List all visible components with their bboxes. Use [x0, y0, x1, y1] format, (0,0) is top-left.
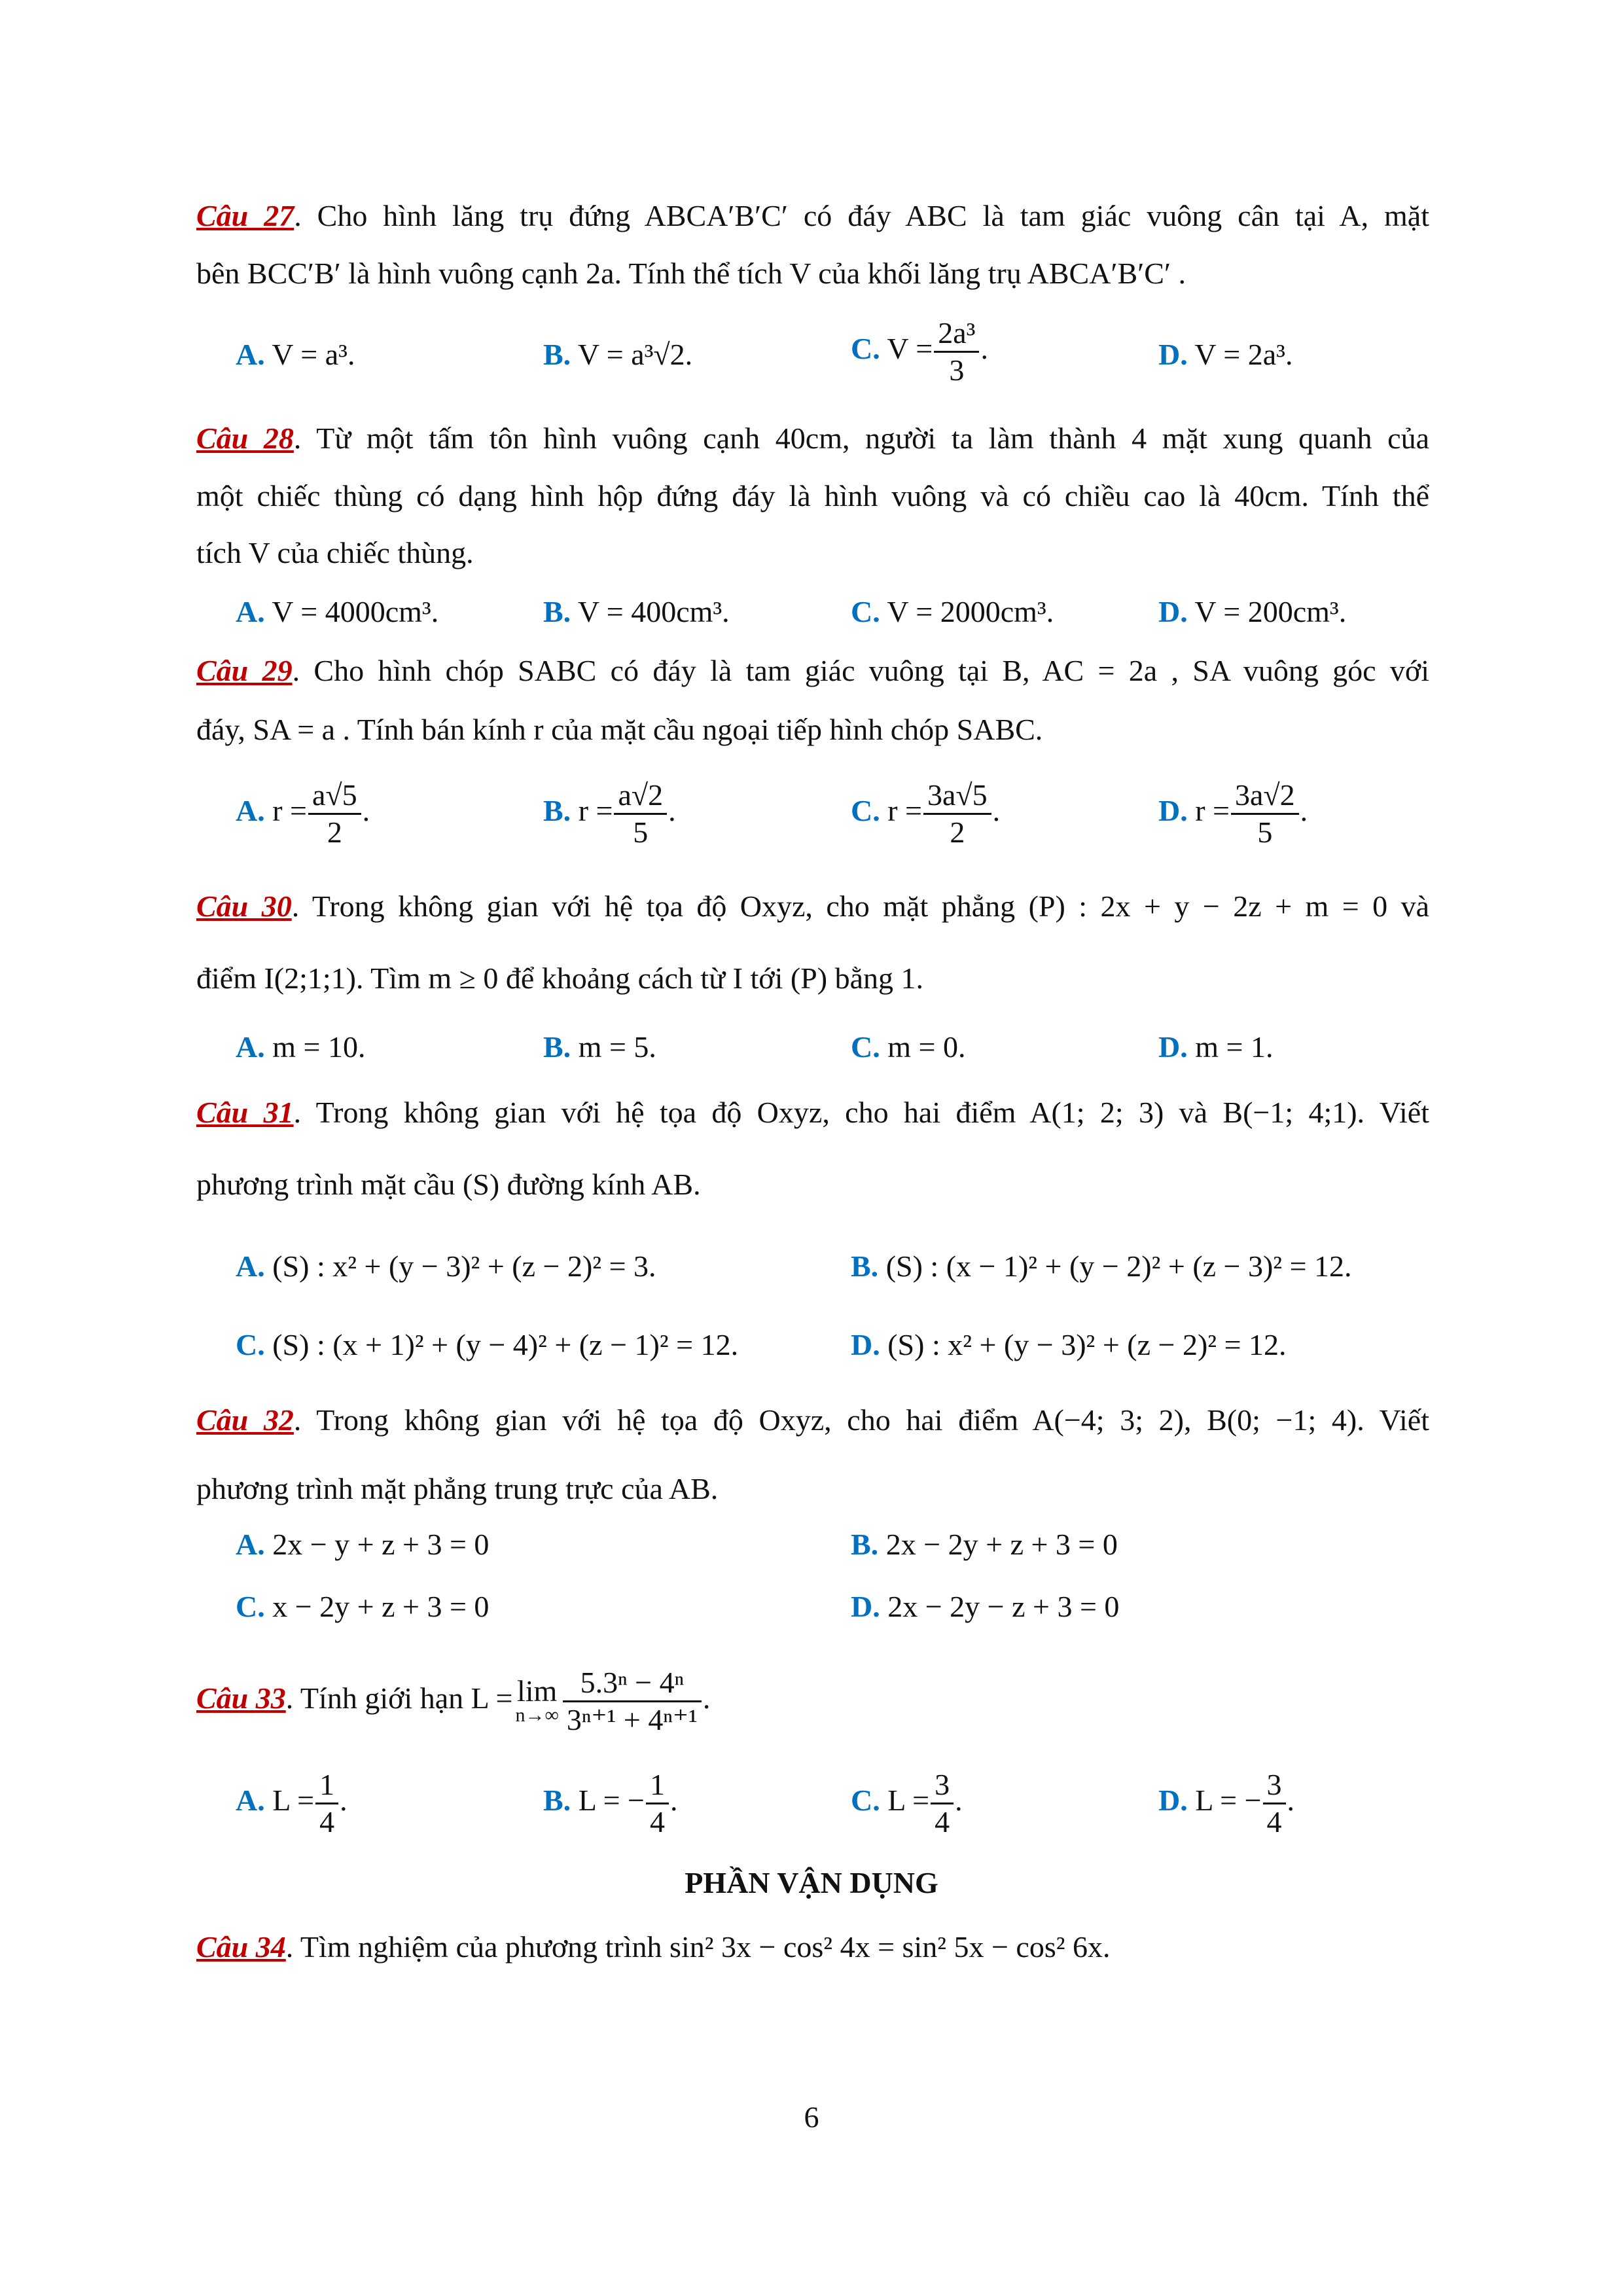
q28-line-1: Câu 28. Từ một tấm tôn hình vuông cạnh 40cm, người ta làm thành 4 mặt xung quanh của [196, 422, 1430, 455]
q33-option-c[interactable]: C. L = $\frac{3}{4}$ . [851, 1768, 963, 1839]
q31-option-a[interactable]: A. (S) : x² + (y − 3)² + (z − 2)² = 3. [236, 1249, 656, 1283]
q29-line-1: Câu 29. Cho hình chóp SABC có đáy là tam giác vuông tại B, AC = 2a , SA vuông góc với [196, 654, 1430, 687]
q27c-fraction: $\frac{\text{2a³}}{3}$ [934, 315, 979, 388]
q27-line-1 [196, 196, 1429, 236]
q32-option-d[interactable]: D. 2x − 2y − z + 3 = 0 [851, 1590, 1120, 1623]
q27-line-2: bên BCC′B′ là hình vuông cạnh 2a. Tính thể tích V của khối lăng trụ ABCA′B′C′ . [196, 257, 1186, 290]
q27-option-b[interactable]: B. V = a³√2. [543, 338, 693, 371]
q32-option-c[interactable]: C. x − 2y + z + 3 = 0 [236, 1590, 490, 1623]
q28-option-c[interactable]: C. V = 2000cm³. [851, 595, 1054, 628]
q29-option-a[interactable]: A. r = $\frac{a√5}{2}$ . [236, 778, 370, 849]
q28-option-a[interactable]: A. V = 4000cm³. [236, 595, 439, 628]
q28-line-2: một chiếc thùng có dạng hình hộp đứng đáy là hình vuông và có chiều cao là 40cm. Tính thể [196, 479, 1429, 512]
q33-limit: lim n→∞ [515, 1674, 559, 1727]
q32-option-a[interactable]: A. 2x − y + z + 3 = 0 [236, 1528, 490, 1561]
q32-label: Câu 32 [196, 1403, 294, 1437]
q29-line-2: đáy, SA = a . Tính bán kính r của mặt cầu ngoại tiếp hình chóp SABC. [196, 713, 1043, 746]
q33-option-d[interactable]: D. L = − $\frac{3}{4}$ . [1158, 1768, 1295, 1839]
q30-option-d[interactable]: D. m = 1. [1158, 1030, 1274, 1064]
q34-line-1: Câu 34. Tìm nghiệm của phương trình sin² 3x − cos² 4x = sin² 5x − cos² 6x. [196, 1930, 1111, 1964]
q29-option-b[interactable]: B. r = $\frac{a√2}{5}$ . [543, 778, 676, 849]
q32-line-1: Câu 32. Trong không gian với hệ tọa độ Oxyz, cho hai điểm A(−4; 3; 2), B(0; −1; 4). Viết [196, 1403, 1429, 1437]
q28-line-3: tích V của chiếc thùng. [196, 536, 474, 569]
q30-option-a[interactable]: A. m = 10. [236, 1030, 366, 1064]
q28-label: Câu 28 [196, 422, 294, 455]
page-number: 6 [804, 2100, 819, 2134]
q30-option-c[interactable]: C. m = 0. [851, 1030, 966, 1064]
q27-option-a[interactable]: A. V = a³. [236, 338, 355, 371]
q33-option-a[interactable]: A. L = $\frac{1}{4}$ . [236, 1768, 348, 1839]
q30-line-1: Câu 30. Trong không gian với hệ tọa độ Oxyz, cho mặt phẳng (P) : 2x + y − 2z + m = 0 và [196, 889, 1430, 923]
q31-option-b[interactable]: B. (S) : (x − 1)² + (y − 2)² + (z − 3)² = 12. [851, 1249, 1352, 1283]
q31-option-c[interactable]: C. (S) : (x + 1)² + (y − 4)² + (z − 1)² = 12. [236, 1328, 739, 1361]
q34-label: Câu 34 [196, 1930, 286, 1964]
q29-option-d[interactable]: D. r = $\frac{3a√2}{5}$ . [1158, 778, 1308, 849]
q27-label: Câu 27 [196, 199, 294, 232]
section-heading: PHẦN VẬN DỤNG [685, 1866, 938, 1899]
q27-option-c[interactable]: C. V = $\frac{\text{2a³}}{3}$ . [851, 316, 988, 387]
q30-label: Câu 30 [196, 889, 292, 923]
q28-option-d[interactable]: D. V = 200cm³. [1158, 595, 1347, 628]
q29-option-c[interactable]: C. r = $\frac{3a√5}{2}$ . [851, 778, 1001, 849]
q33-line-1: Câu 33. Tính giới hạn L = lim n→∞ $\frac{\text{5.3ⁿ − 4ⁿ}}{\text{3ⁿ⁺¹ + 4ⁿ⁺¹}}$ . [196, 1665, 711, 1736]
q28-option-b[interactable]: B. V = 400cm³. [543, 595, 730, 628]
q27-text-1: . Cho hình lăng trụ đứng ABCA′B′C′ có đáy ABC là tam giác vuông cân tại A, mặt [294, 199, 1429, 232]
q33-label: Câu 33 [196, 1681, 286, 1715]
q32-line-2: phương trình mặt phẳng trung trực của AB. [196, 1472, 719, 1505]
q31-line-1: Câu 31. Trong không gian với hệ tọa độ Oxyz, cho hai điểm A(1; 2; 3) và B(−1; 4;1). Viết [196, 1096, 1429, 1129]
q31-label: Câu 31 [196, 1096, 294, 1129]
q30-line-2: điểm I(2;1;1). Tìm m ≥ 0 để khoảng cách từ I tới (P) bằng 1. [196, 961, 923, 995]
q32-option-b[interactable]: B. 2x − 2y + z + 3 = 0 [851, 1528, 1118, 1561]
q30-option-b[interactable]: B. m = 5. [543, 1030, 656, 1064]
q27-option-d[interactable]: D. V = 2a³. [1158, 338, 1293, 371]
q33-fraction: $\frac{\text{5.3ⁿ − 4ⁿ}}{\text{3ⁿ⁺¹ + 4ⁿ⁺¹}}$ [563, 1665, 702, 1738]
q33-option-b[interactable]: B. L = − $\frac{1}{4}$ . [543, 1768, 678, 1839]
q31-line-2: phương trình mặt cầu (S) đường kính AB. [196, 1168, 701, 1201]
q31-option-d[interactable]: D. (S) : x² + (y − 3)² + (z − 2)² = 12. [851, 1328, 1287, 1361]
q29-label: Câu 29 [196, 654, 293, 687]
